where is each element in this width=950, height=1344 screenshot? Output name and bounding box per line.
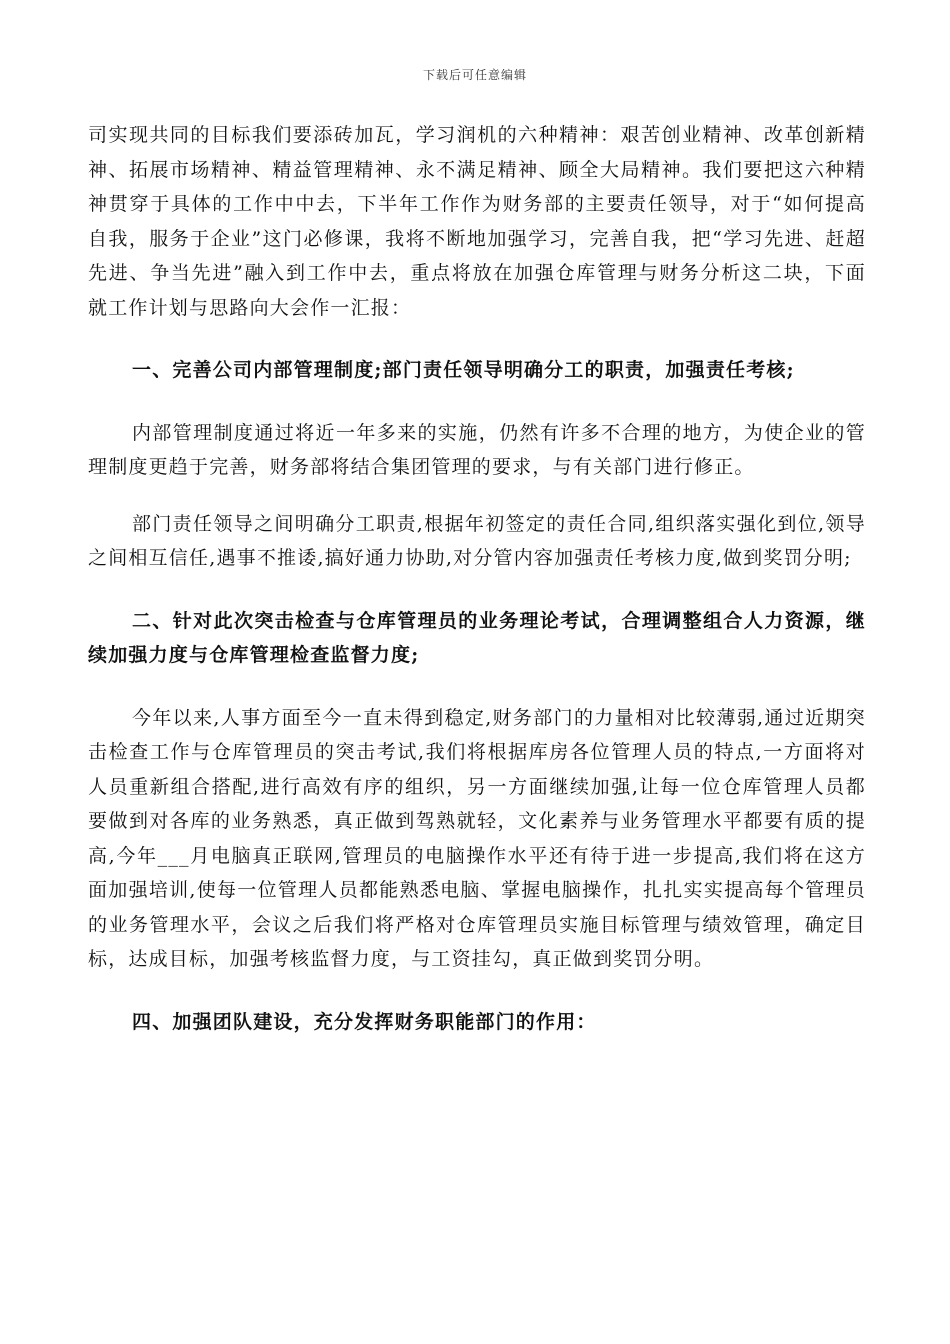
section-heading-2: 二、针对此次突击检查与仓库管理员的业务理论考试，合理调整组合人力资源，继续加强力度与仓库管理检查监督力度; bbox=[88, 609, 866, 666]
section-2-paragraph-1: 今年以来,人事方面至今一直未得到稳定,财务部门的力量相对比较薄弱,通过近期突击检查工作与仓库管理员的突击考试,我们将根据库房各位管理人员的特点,一方面将对人员重新组合搭配,进行高效有序的组织，另一方面继续加强,让每一位仓库管理人员都要做到对各库的业务熟悉，真正做到驾熟就轻，文化素养与业务管理水平都要有质的提高,今年___月电脑真正联网,管理员的电脑操作水平还有待于进一步提高,我们将在这方面加强培训,使每一位管理人员都能熟悉电脑、掌握电脑操作，扎扎实实提高每个管理员的业务管理水平，会议之后我们将严格对仓库管理员实施目标管理与绩效管理，确定目标，达成目标，加强考核监督力度，与工资挂勾，真正做到奖罚分明。 bbox=[88, 706, 866, 970]
section-1-paragraph-1: 内部管理制度通过将近一年多来的实施，仍然有许多不合理的地方，为使企业的管理制度更趋于完善，财务部将结合集团管理的要求，与有关部门进行修正。 bbox=[88, 421, 866, 478]
intro-paragraph: 司实现共同的目标我们要添砖加瓦，学习润机的六种精神：艰苦创业精神、改革创新精神、拓展市场精神、精益管理精神、永不满足精神、顾全大局精神。我们要把这六种精神贯穿于具体的工作中中去，下半年工作作为财务部的主要责任领导，对于“如何提高自我，服务于企业”这门必修课，我将不断地加强学习，完善自我，把“学习先进、赶超先进、争当先进”融入到工作中去，重点将放在加强仓库管理与财务分析这二块，下面就工作计划与思路向大会作一汇报： bbox=[88, 124, 866, 319]
header-note: 下载后可任意编辑 bbox=[422, 68, 527, 82]
section-1-paragraph-2: 部门责任领导之间明确分工职责,根据年初签定的责任合同,组织落实强化到位,领导之间相互信任,遇事不推诿,搞好通力协助,对分管内容加强责任考核力度,做到奖罚分明; bbox=[88, 512, 866, 569]
section-heading-1: 一、完善公司内部管理制度;部门责任领导明确分工的职责，加强责任考核; bbox=[132, 359, 795, 381]
section-heading-4: 四、加强团队建设，充分发挥财务职能部门的作用： bbox=[132, 1010, 597, 1033]
document-body bbox=[88, 118, 866, 1039]
